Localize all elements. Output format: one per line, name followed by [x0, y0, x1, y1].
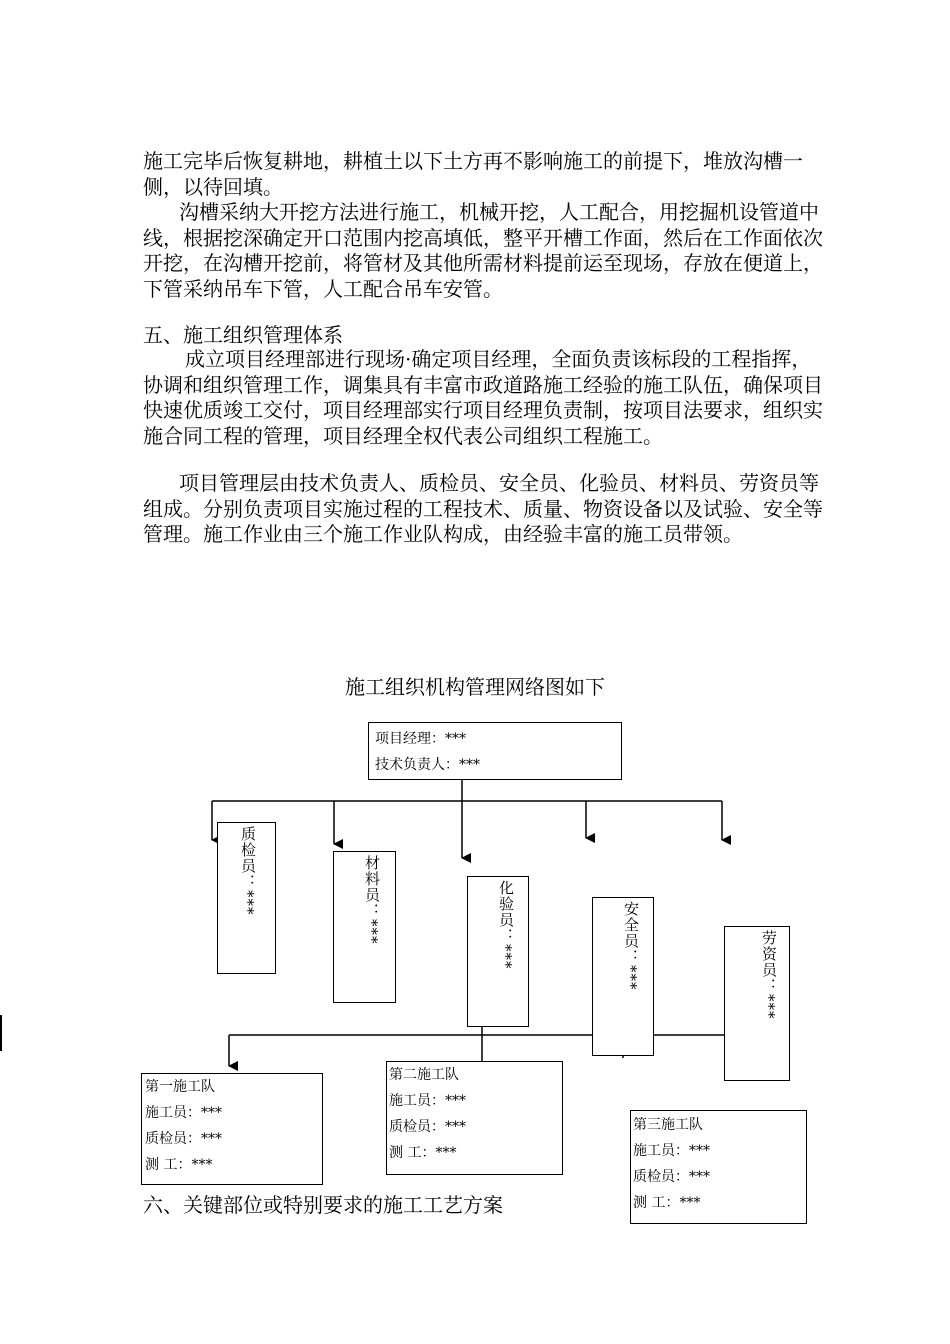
section-heading-5: 五、施工组织管理体系	[143, 323, 343, 347]
team-1-line-3: 测 工：***	[145, 1157, 213, 1173]
role-box-quality	[217, 822, 276, 974]
project-manager-label: 项目经理：***	[375, 731, 466, 747]
role-box-lab	[467, 876, 529, 1027]
team-3-line-2: 质检员：***	[633, 1169, 710, 1185]
role-safety-label: 安全员：***	[622, 901, 640, 991]
role-box-labor	[724, 926, 790, 1081]
team-2-line-2: 质检员：***	[389, 1119, 466, 1135]
tech-lead-label: 技术负责人：***	[375, 757, 480, 773]
org-chart-title: 施工组织机构管理网络图如下	[345, 675, 605, 699]
team-box-1	[141, 1073, 323, 1185]
team-2-line-1: 施工员：***	[389, 1093, 466, 1109]
team-3-name: 第三施工队	[633, 1117, 703, 1133]
role-material-label: 材料员：***	[363, 855, 381, 945]
team-box-2	[386, 1061, 563, 1175]
role-box-safety	[592, 897, 654, 1056]
paragraph-management-layer: 项目管理层由技术负责人、质检员、安全员、化验员、材料员、劳资员等组成。分别负责项目实施过程的工程技术、质量、物资设备以及试验、安全等管理。施工作业由三个施工作业队构成，由经验丰富的施工员带领。	[143, 471, 823, 546]
section-heading-6: 六、关键部位或特别要求的施工工艺方案	[143, 1193, 503, 1217]
paragraph-trench-excavation: 沟槽采纳大开挖方法进行施工，机械开挖，人工配合，用挖掘机设管道中线，根据挖深确定开口范围内挖高填低，整平开槽工作面，然后在工作面依次开挖，在沟槽开挖前，将管材及其他所需材料提前运至现场，存放在便道上，下管采纳吊车下管，人工配合吊车安管。	[143, 200, 823, 301]
paragraph-project-department: 成立项目经理部进行现场·确定项目经理，全面负责该标段的工程指挥，协调和组织管理工作，调集具有丰富市政道路施工经验的施工队伍，确保项目快速优质竣工交付，项目经理部实行项目经理负责制，按项目法要求，组织实施合同工程的管理，项目经理全权代表公司组织工程施工。	[143, 347, 823, 448]
team-box-3	[630, 1110, 807, 1224]
team-2-line-3: 测 工：***	[389, 1145, 457, 1161]
team-1-name: 第一施工队	[145, 1079, 215, 1095]
paragraph-backfill: 施工完毕后恢复耕地，耕植土以下土方再不影响施工的前提下，堆放沟槽一侧，以待回填。	[143, 149, 803, 199]
role-labor-label: 劳资员：***	[760, 930, 778, 1020]
role-lab-label: 化验员：***	[497, 880, 515, 970]
role-box-material	[333, 851, 396, 1003]
team-1-line-2: 质检员：***	[145, 1131, 222, 1147]
team-3-line-1: 施工员：***	[633, 1143, 710, 1159]
role-quality-label: 质检员：***	[239, 826, 257, 916]
team-3-line-3: 测 工：***	[633, 1195, 701, 1211]
team-1-line-1: 施工员：***	[145, 1105, 222, 1121]
team-2-name: 第二施工队	[389, 1067, 459, 1083]
project-manager-box	[368, 722, 622, 780]
